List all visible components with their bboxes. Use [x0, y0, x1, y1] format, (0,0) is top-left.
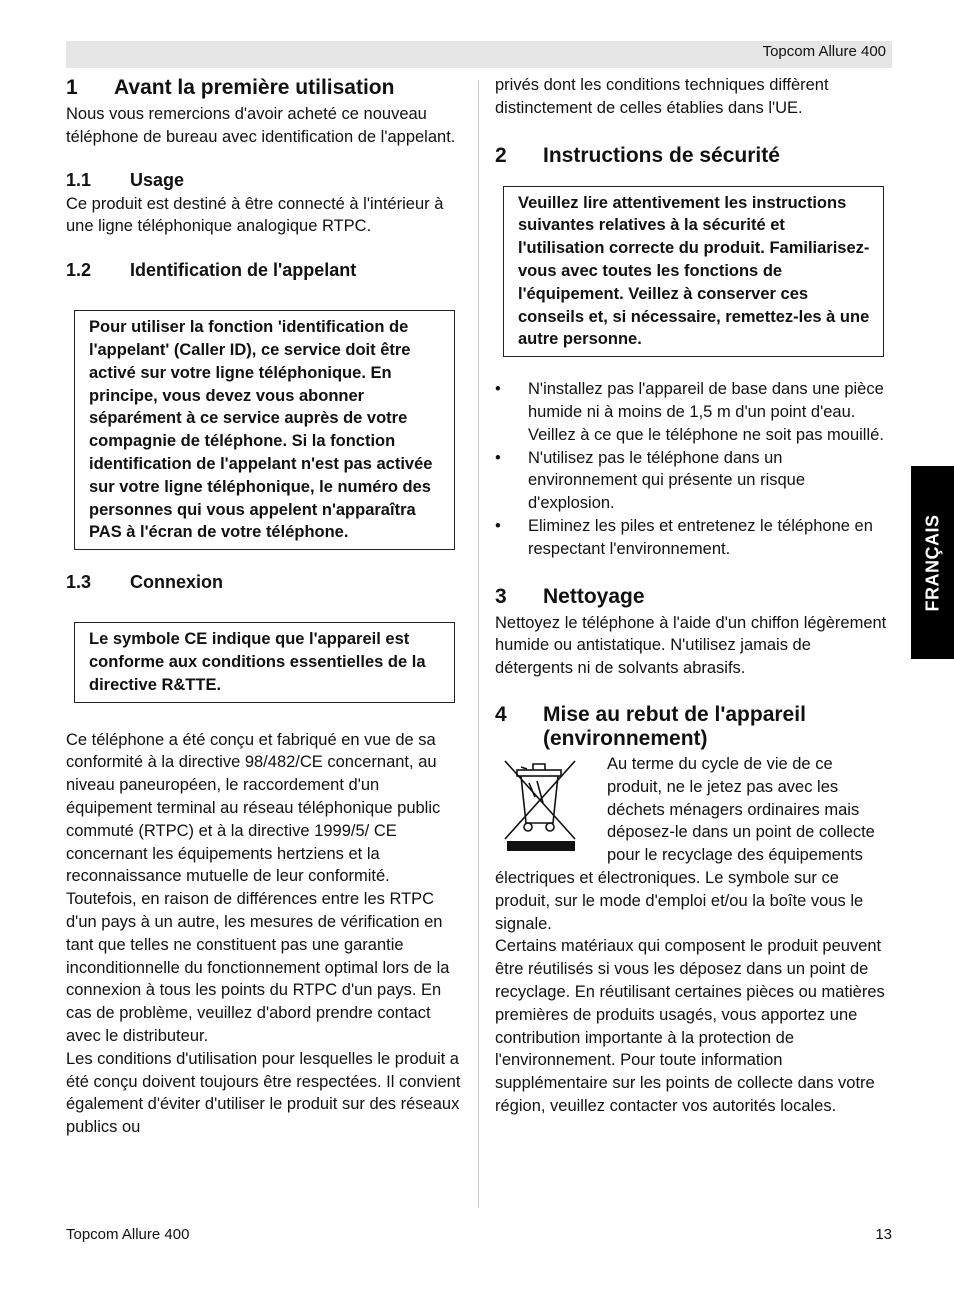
right-column [495, 74, 891, 1118]
section-2-heading [495, 144, 891, 168]
section-1-1-text: Ce produit est destiné à être connecté à l'intérieur à une ligne téléphonique analogique RTPC. [66, 194, 444, 236]
section-title: Avant la première utilisation [114, 76, 395, 99]
language-tab-label: FRANÇAIS [922, 514, 942, 611]
section-number: 4 [495, 702, 507, 726]
section-title: Connexion [130, 572, 223, 593]
section-3-heading [495, 585, 891, 609]
section-4-text-2: Certains matériaux qui composent le produit peuvent être réutilisés si vous les déposez dans un point de recyclage. En réutilisant certaines pièces ou matières premières de produits usagés, vous apportez une contribution importante à la protection de l'environnement. Pour toute information supplémentaire sur les points de collecte dans votre région, veuillez contacter vos autorités locales. [495, 937, 885, 1115]
section-1-2-heading [66, 259, 461, 281]
section-number: 1 [66, 76, 78, 99]
ce-notice-box: Le symbole CE indique que l'appareil est conforme aux conditions essentielles de la directive R&TTE. [74, 622, 455, 702]
bullet-marker: • [495, 448, 501, 467]
section-number: 1.1 [66, 169, 92, 190]
section-1-intro: Nous vous remercions d'avoir acheté ce nouveau téléphone de bureau avec identification de l'appelant. [66, 105, 456, 146]
section-title: Instructions de sécurité [543, 143, 780, 167]
crossed-out-wheelie-bin-icon [495, 753, 591, 853]
section-3-text: Nettoyez le téléphone à l'aide d'un chiffon légèrement humide ou antistatique. N'utilisez jamais de détergents ni de solvants abrasifs. [495, 613, 887, 678]
section-title: Identification de l'appelant [130, 260, 357, 281]
list-item [495, 515, 891, 561]
section-4-body [495, 753, 891, 1118]
section-title: Usage [130, 169, 185, 190]
safety-bullet-list [495, 378, 891, 560]
list-item [495, 447, 891, 515]
list-item [495, 378, 891, 446]
page-number: 13 [875, 1226, 892, 1243]
section-number: 2 [495, 143, 507, 167]
section-4-text: Au terme du cycle de vie de ce produit, ne le jetez pas avec les déchets ménagers ordinaires mais déposez-le dans un point de collecte pour le recyclage des équipements électriques et électroniques. Le symbole sur ce produit, sur le mode d'emploi et/ou la boîte vous le signale. [495, 754, 875, 933]
section-number: 3 [495, 584, 507, 608]
language-tab [911, 466, 954, 659]
section-title: Mise au rebut de l'appareil (environnement) [543, 702, 806, 750]
left-column [66, 74, 461, 1139]
list-item-text: Eliminez les piles et entretenez le téléphone en respectant l'environnement. [528, 516, 873, 558]
section-1-3-text: Ce téléphone a été conçu et fabriqué en vue de sa conformité à la directive 98/482/CE concernant, au niveau paneuropéen, le raccordement d'un équipement terminal au réseau téléphonique public commuté (RTPC) et à la directive 1999/5/ CE concernant les équipements hertziens et la reconnaissance mutuelle de leur conformité. Toutefois, en raison de différences entre les RTPC d'un pays à un autre, les mesures de vérification en tant que telles ne constituent pas une garantie inconditionnelle du fonctionnement optimal lors de la connexion à tous les points du RTPC d'un pays. En cas de problème, veuillez d'abord prendre contact avec le distributeur. [66, 730, 450, 1045]
section-1-3-text-2: Les conditions d'utilisation pour lesquelles le produit a été conçu doivent toujours être respectées. Il convient également d'éviter d'utiliser le produit sur des réseaux publics ou [66, 1049, 461, 1137]
section-number: 1.3 [66, 572, 92, 593]
column-divider [478, 80, 479, 1208]
section-number: 1.2 [66, 260, 92, 281]
caller-id-notice-box: Pour utiliser la fonction 'identification de l'appelant' (Caller ID), ce service doit être activé sur votre ligne téléphonique. En principe, vous devez vous abonner séparément à ce service auprès de votre compagnie de téléphone. Si la fonction identification de l'appelant n'est pas activée sur votre ligne téléphonique, le numéro des personnes qui vous appelent n'apparaîtra PAS à l'écran de votre téléphone. [74, 310, 455, 550]
section-1-3-heading [66, 571, 461, 593]
section-1-1-heading [66, 169, 461, 191]
section-title: Nettoyage [543, 584, 645, 608]
safety-notice-box: Veuillez lire attentivement les instructions suivantes relatives à la sécurité et l'utilisation correcte du produit. Familiarisez-vous avec toutes les fonctions de l'équipement. Veillez à conserver ces conseils et, si nécessaire, remettez-les à une autre personne. [503, 186, 884, 358]
bullet-marker: • [495, 516, 501, 535]
header-title: Topcom Allure 400 [762, 43, 886, 60]
section-4-heading [495, 703, 891, 751]
list-item-text: N'installez pas l'appareil de base dans une pièce humide ni à moins de 1,5 m d'un point d'eau. Veillez à ce que le téléphone ne soit pas mouillé. [528, 380, 884, 444]
footer-product: Topcom Allure 400 [66, 1226, 190, 1243]
section-1-3-continuation: privés dont les conditions techniques diffèrent distinctement de celles établies dans l'UE. [495, 76, 829, 117]
list-item-text: N'utilisez pas le téléphone dans un environnement qui présente un risque d'explosion. [528, 448, 806, 513]
bullet-marker: • [495, 380, 501, 399]
section-1-heading [66, 76, 461, 100]
